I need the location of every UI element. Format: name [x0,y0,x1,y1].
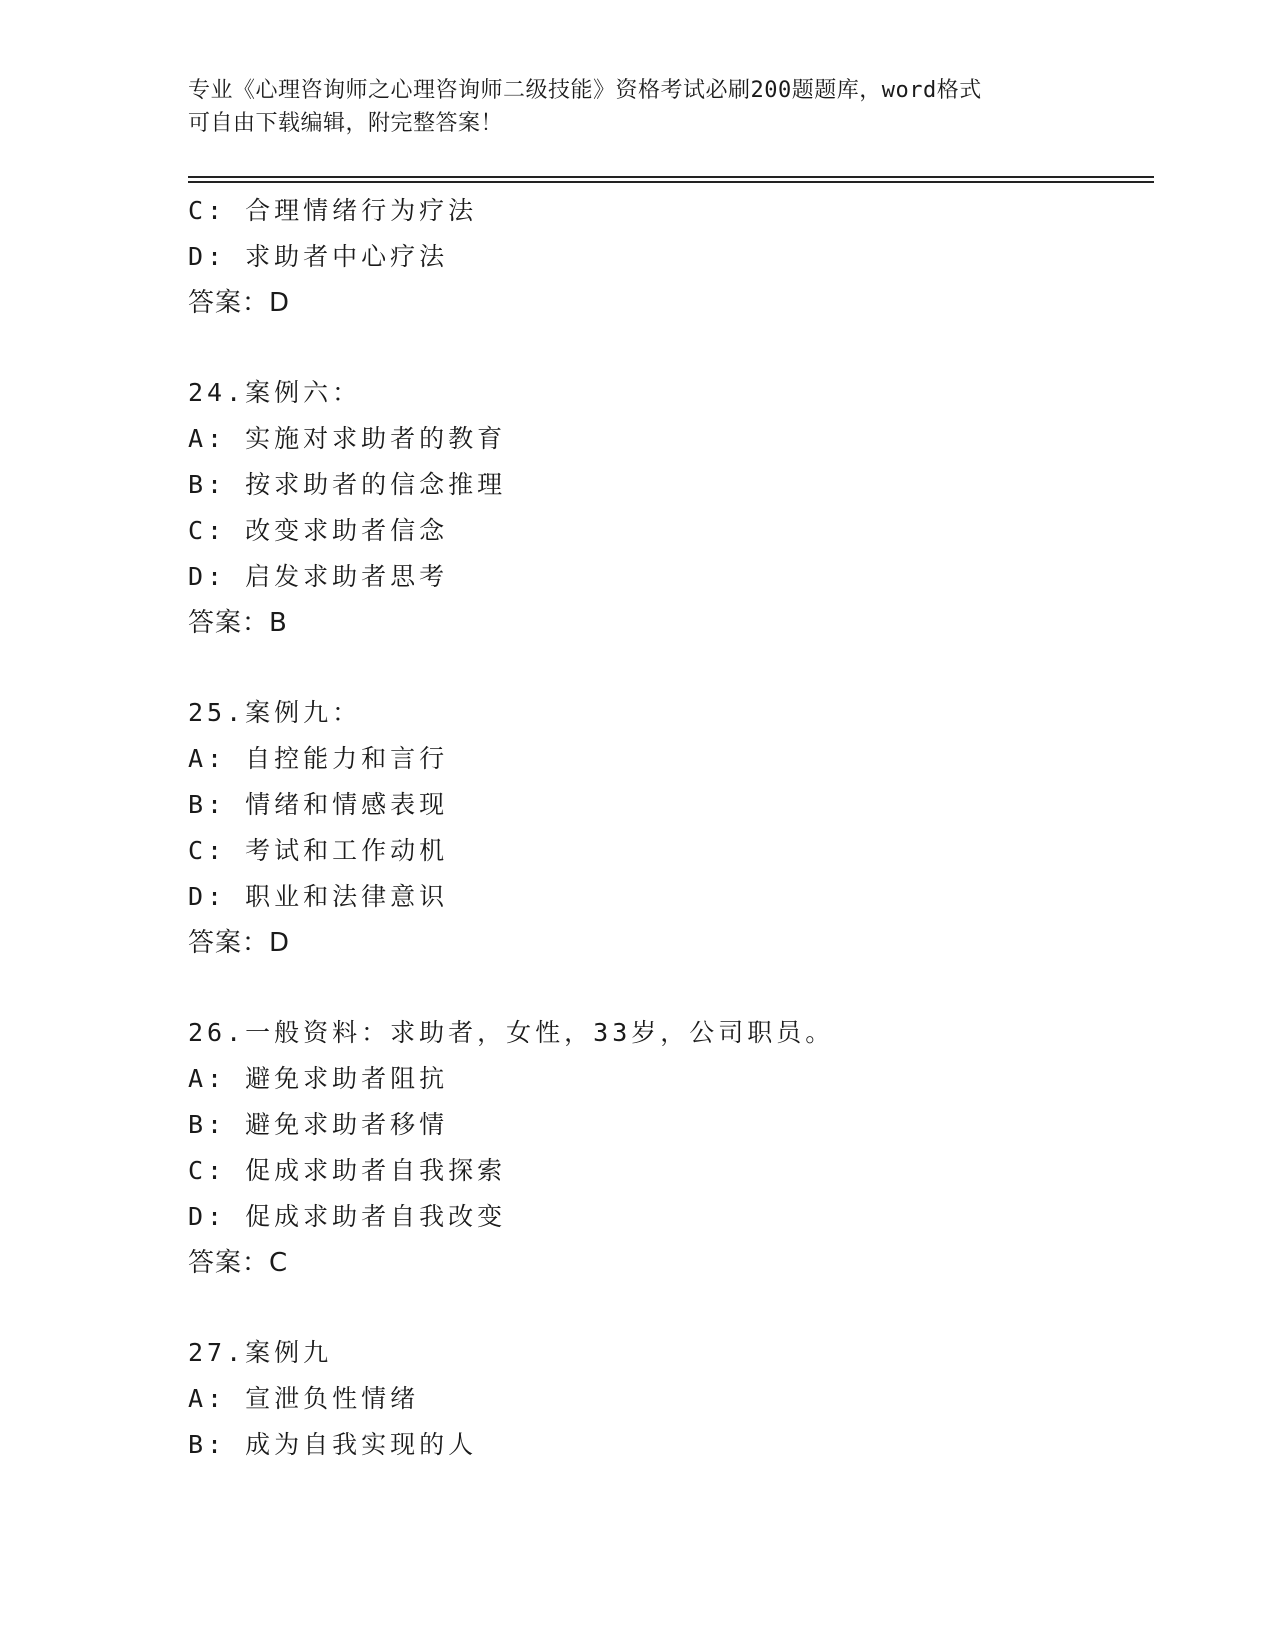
answer-line: 答案：D [188,928,291,958]
header-title-line-2: 可自由下载编辑，附完整答案！ [188,111,504,136]
option-b: B: 避免求助者移情 [188,1110,449,1139]
question-block-25 [188,690,1148,966]
header-title-line-1: 专业《心理咨询师之心理咨询师二级技能》资格考试必刷200题题库，word格式 [188,78,982,103]
option-a: A: 自控能力和言行 [188,744,449,773]
question-title: 27.案例九 [188,1338,333,1367]
question-block-26 [188,1010,1148,1286]
option-d: D: 促成求助者自我改变 [188,1202,507,1231]
option-d: D: 职业和法律意识 [188,882,449,911]
option-c: C: 考试和工作动机 [188,836,449,865]
spacer [188,646,1148,690]
question-title: 24.案例六： [188,378,362,407]
spacer [188,966,1148,1010]
option-b: B: 情绪和情感表现 [188,790,449,819]
header-divider-top [188,176,1154,178]
option-a: A: 实施对求助者的教育 [188,424,507,453]
answer-line: 答案：D [188,288,291,318]
option-b: B: 成为自我实现的人 [188,1430,478,1459]
header-divider-bottom [188,181,1154,183]
option-a: A: 避免求助者阻抗 [188,1064,449,1093]
option-c: C: 合理情绪行为疗法 [188,196,478,225]
question-list [188,188,1148,1468]
option-d: D: 求助者中心疗法 [188,242,449,271]
option-a: A: 宣泄负性情绪 [188,1384,420,1413]
question-block-27 [188,1330,1148,1468]
spacer [188,1286,1148,1330]
answer-line: 答案：B [188,608,288,638]
option-d: D: 启发求助者思考 [188,562,449,591]
option-b: B: 按求助者的信念推理 [188,470,507,499]
document-header [188,74,1088,140]
question-title: 25.案例九： [188,698,362,727]
question-title: 26.一般资料：求助者，女性，33岁，公司职员。 [188,1018,835,1047]
option-c: C: 促成求助者自我探索 [188,1156,507,1185]
option-c: C: 改变求助者信念 [188,516,449,545]
spacer [188,326,1148,370]
question-block-24 [188,370,1148,646]
answer-line: 答案：C [188,1248,289,1278]
question-block-prev-tail [188,188,1148,326]
